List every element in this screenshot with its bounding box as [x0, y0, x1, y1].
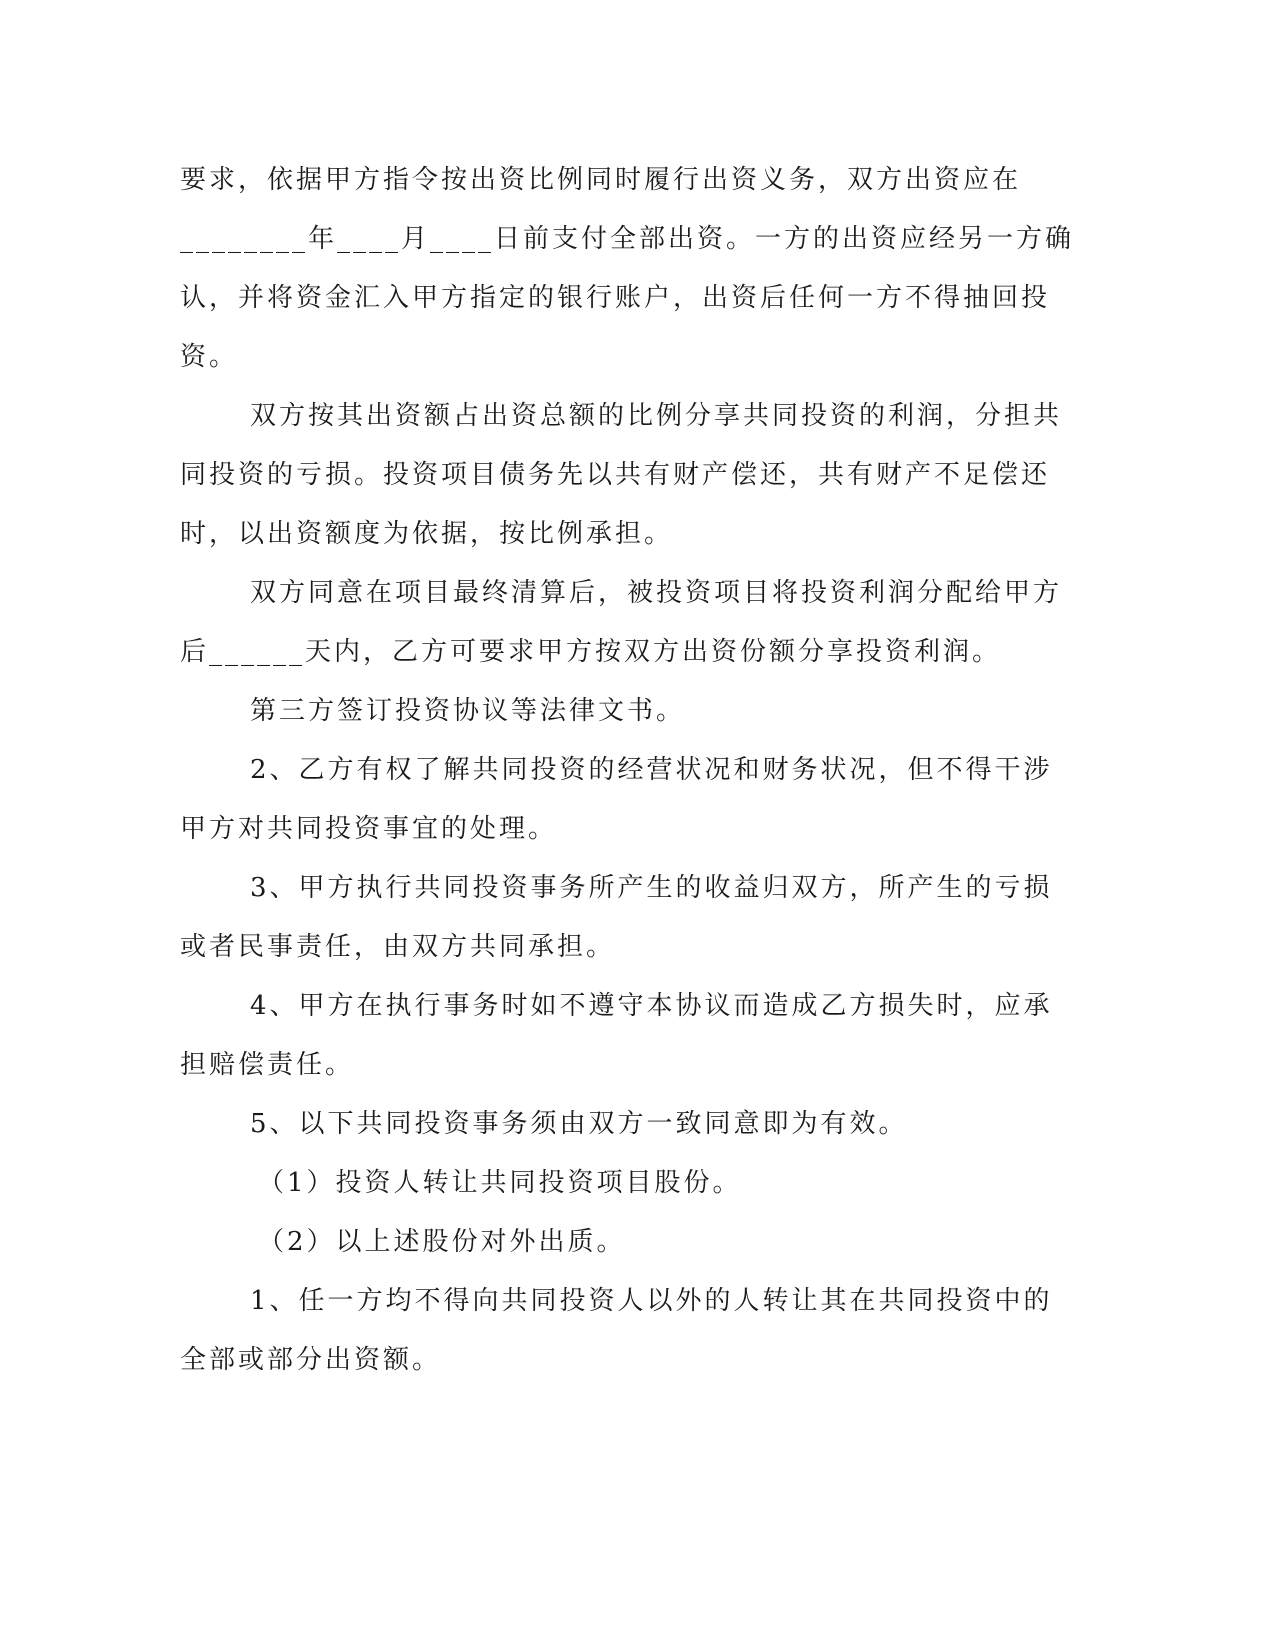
text-line: ________年____月____日前支付全部出资。一方的出资应经另一方确 — [180, 224, 1075, 254]
clause-3-line: 3、甲方执行共同投资事务所产生的收益归双方，所产生的亏损 — [250, 873, 1053, 903]
sub-item-1-line: （1）投资人转让共同投资项目股份。 — [258, 1168, 742, 1198]
text-line: 全部或部分出资额。 — [180, 1345, 442, 1375]
text-line: 担赔偿责任。 — [180, 1050, 355, 1080]
text-line: 后______天内，乙方可要求甲方按双方出资份额分享投资利润。 — [180, 637, 1002, 667]
paragraph-start-line: 第三方签订投资协议等法律文书。 — [250, 696, 686, 726]
clause-2-line: 2、乙方有权了解共同投资的经营状况和财务状况，但不得干涉 — [250, 755, 1053, 785]
document-body — [180, 151, 1075, 1390]
text-line: 要求，依据甲方指令按出资比例同时履行出资义务，双方出资应在 — [180, 165, 1022, 195]
text-line: 认，并将资金汇入甲方指定的银行账户，出资后任何一方不得抽回投 — [180, 283, 1051, 313]
paragraph-start-line: 双方同意在项目最终清算后，被投资项目将投资利润分配给甲方 — [250, 578, 1063, 608]
paragraph-start-line: 双方按其出资额占出资总额的比例分享共同投资的利润，分担共 — [250, 401, 1063, 431]
sub-item-2-line: （2）以上述股份对外出质。 — [258, 1227, 626, 1257]
text-line: 或者民事责任，由双方共同承担。 — [180, 932, 616, 962]
text-line: 时，以出资额度为依据，按比例承担。 — [180, 519, 674, 549]
clause-4-line: 4、甲方在执行事务时如不遵守本协议而造成乙方损失时，应承 — [250, 991, 1053, 1021]
text-line: 甲方对共同投资事宜的处理。 — [180, 814, 558, 844]
clause-1-line: 1、任一方均不得向共同投资人以外的人转让其在共同投资中的 — [250, 1286, 1053, 1316]
clause-5-line: 5、以下共同投资事务须由双方一致同意即为有效。 — [250, 1109, 908, 1139]
text-line: 资。 — [180, 342, 239, 372]
text-line: 同投资的亏损。投资项目债务先以共有财产偿还，共有财产不足偿还 — [180, 460, 1051, 490]
